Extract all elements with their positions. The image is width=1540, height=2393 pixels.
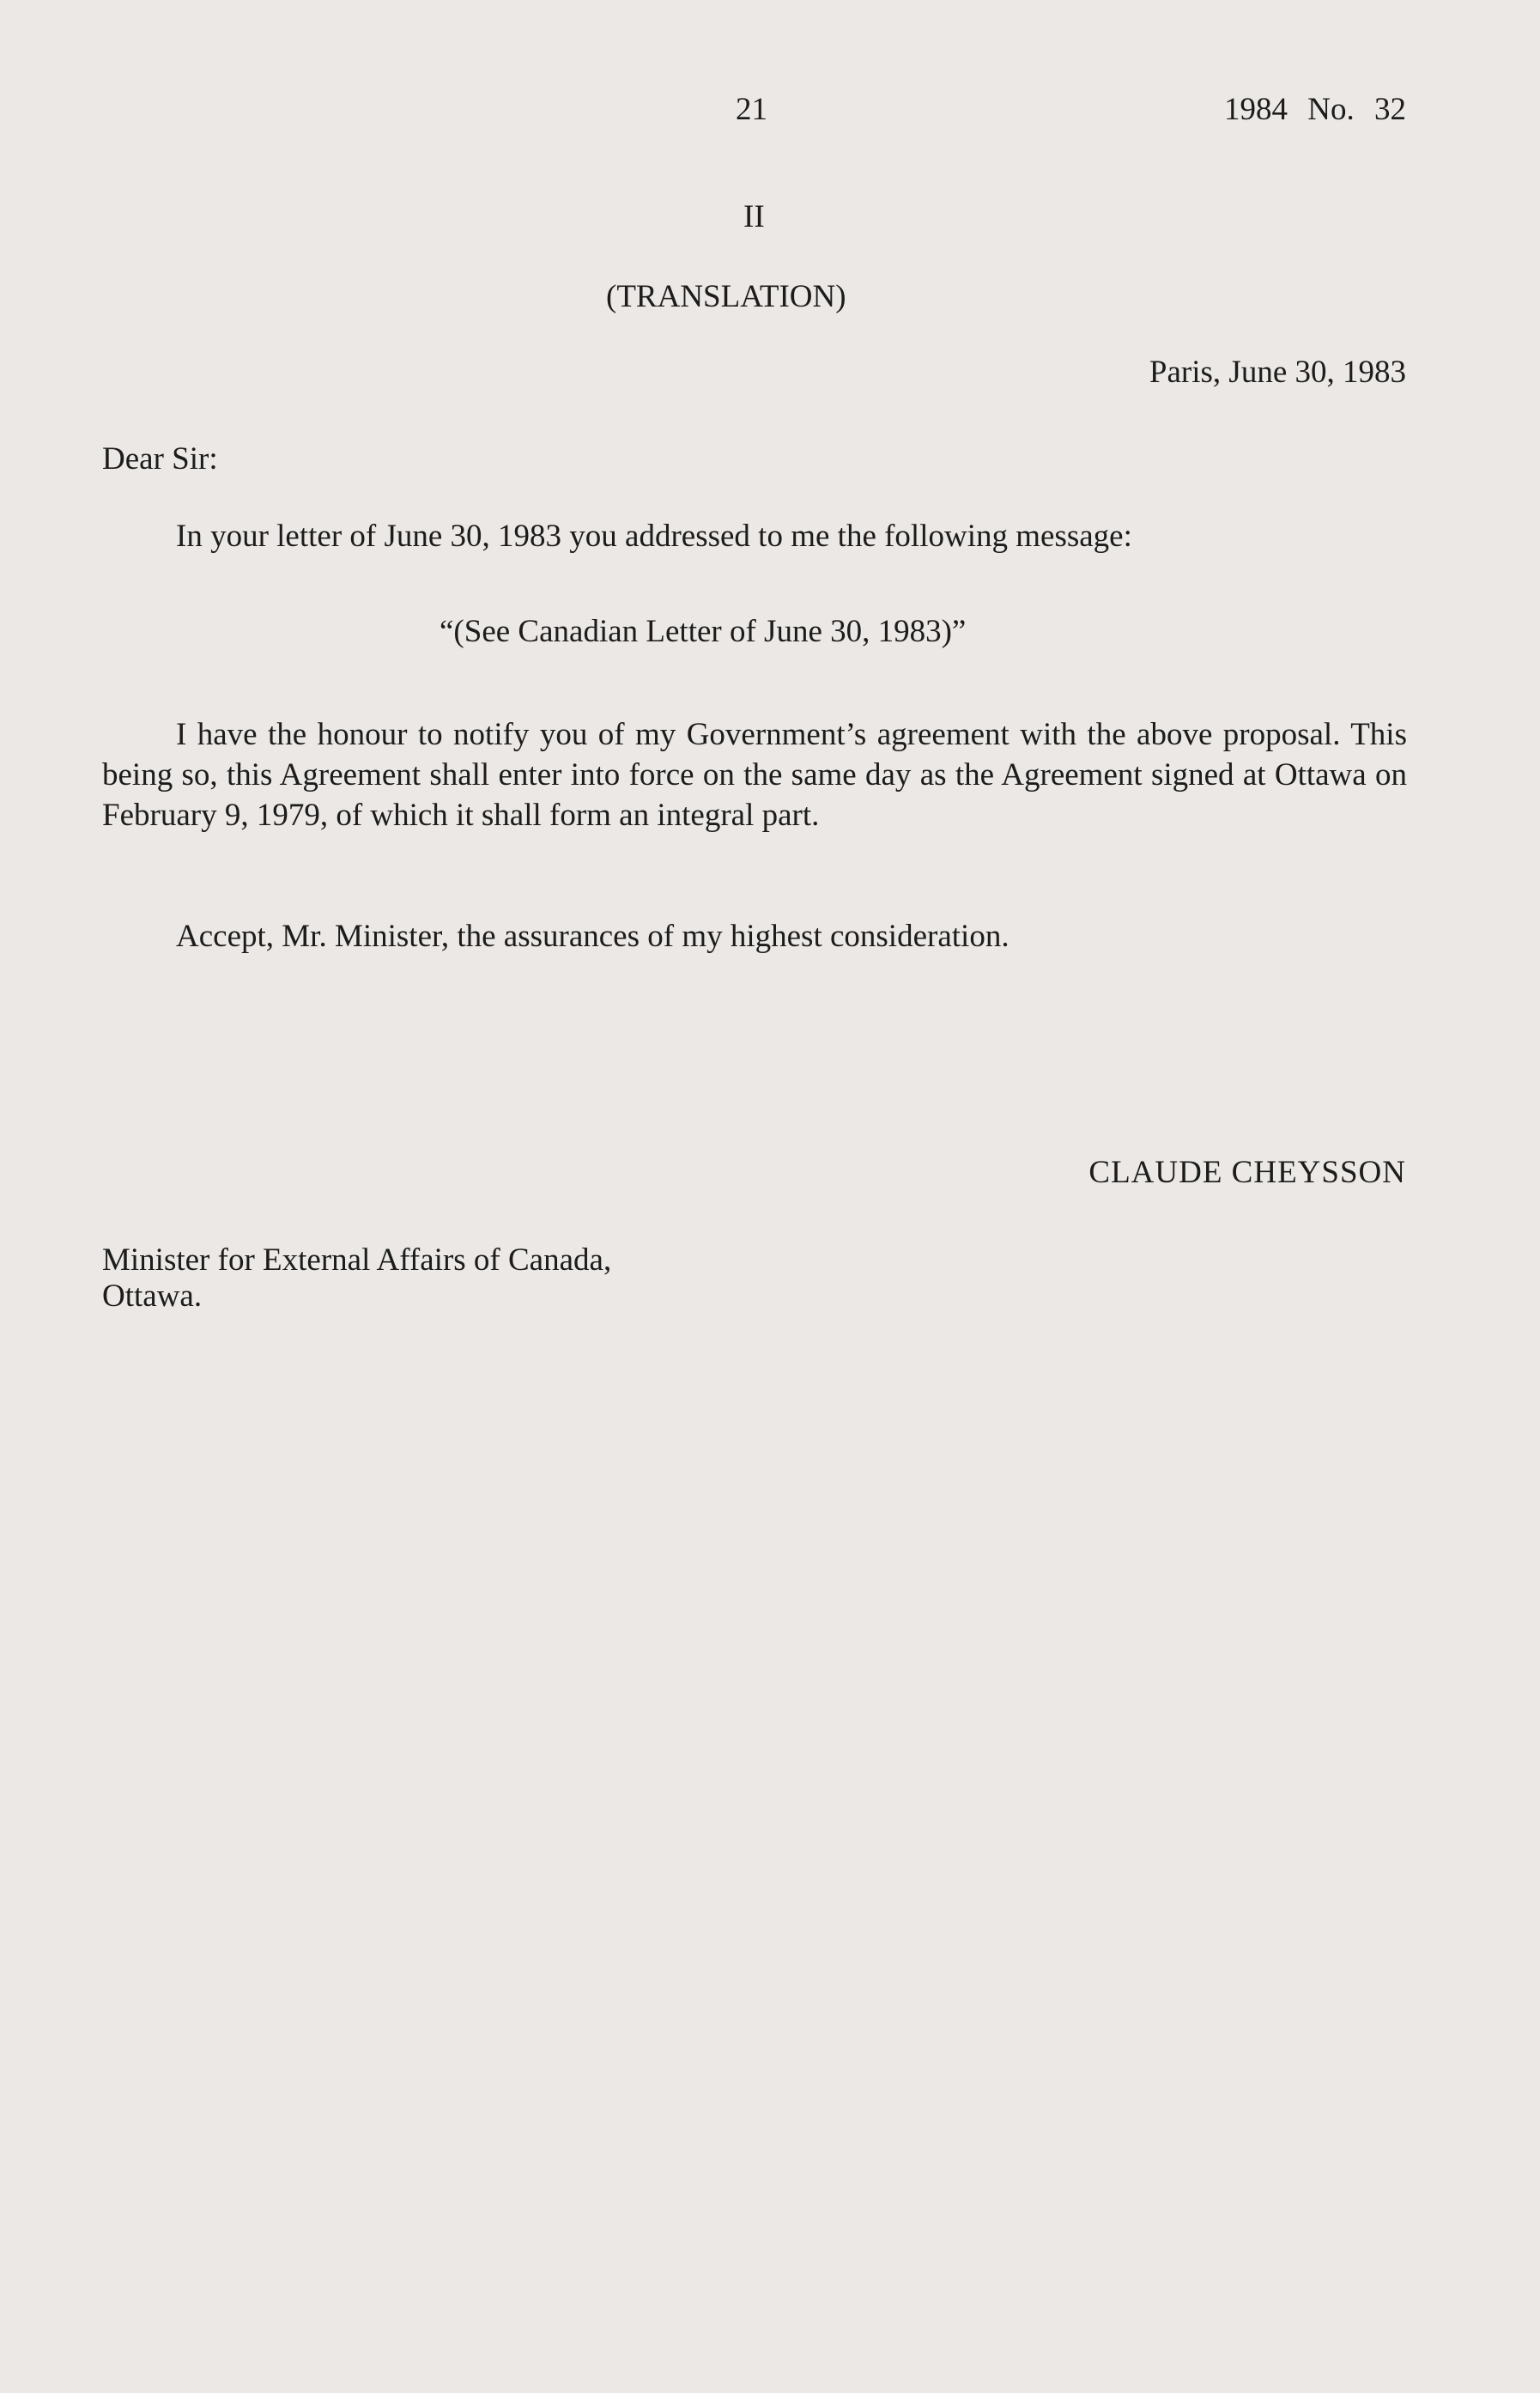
- year-number: 1984 No. 32: [1224, 92, 1406, 127]
- page-number: 21: [736, 92, 767, 127]
- addressee-line-2: Ottawa.: [102, 1278, 203, 1314]
- paragraph-2: “(See Canadian Letter of June 30, 1983)”: [440, 614, 967, 649]
- addressee-line-1: Minister for External Affairs of Canada,: [102, 1242, 612, 1278]
- signature: CLAUDE CHEYSSON: [1088, 1155, 1406, 1190]
- paragraph-1: In your letter of June 30, 1983 you addressed to me the following message:: [176, 519, 1132, 554]
- salutation: Dear Sir:: [102, 441, 218, 477]
- translation-label: (TRANSLATION): [606, 279, 846, 314]
- section-number: II: [743, 199, 765, 234]
- paragraph-3: I have the honour to notify you of my Government’s agreement with the above proposal. This being so, this Agreement shall enter into force on the same day as the Agreement signed at Ottawa on February 9, 1979, of which it shall form an integral part.: [102, 717, 1407, 833]
- paragraph-4: Accept, Mr. Minister, the assurances of my highest consideration.: [176, 919, 1009, 954]
- place-date: Paris, June 30, 1983: [1149, 355, 1406, 390]
